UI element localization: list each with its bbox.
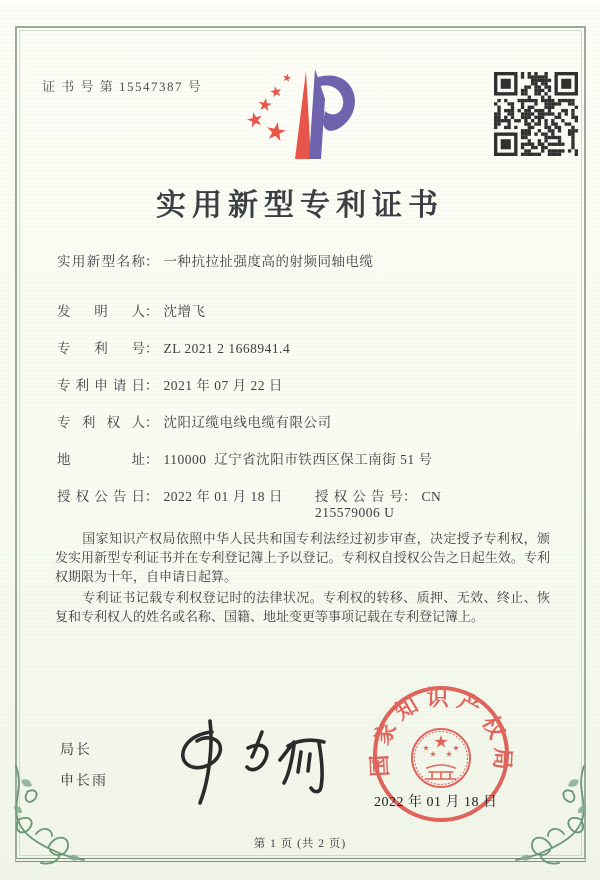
field-label: 实用新型名称: [57, 254, 145, 269]
director-signature-icon: [150, 708, 330, 818]
field-inventor: [57, 300, 206, 320]
director-title: 局长: [60, 743, 92, 758]
legal-text: [55, 529, 550, 628]
certificate-number: 证 书 号 第 15547387 号: [42, 79, 203, 94]
seal-date: 2022 年 01 月 18 日: [374, 795, 498, 810]
colon: ：: [145, 341, 159, 356]
field-value: 一种抗拉扯强度高的射频同轴电缆: [163, 254, 374, 269]
seal-text: 国家知识产权局: [366, 685, 516, 778]
field-value: 110000 辽宁省沈阳市铁西区保工南街 51 号: [163, 452, 433, 467]
field-patentee: [57, 411, 332, 431]
field-label: 专利权人: [57, 415, 145, 430]
field-utility-model-name: [57, 250, 374, 270]
field-filing-date: [57, 374, 283, 394]
field-label: 专利申请日: [57, 378, 145, 393]
field-label: 授权公告号: [315, 489, 403, 504]
colon: ：: [145, 415, 159, 430]
director-name: 申长雨: [60, 774, 108, 789]
colon: ：: [145, 378, 159, 393]
colon: ：: [145, 452, 159, 467]
certificate-title: 实用新型专利证书: [156, 189, 444, 222]
field-label: 授权公告日: [57, 489, 145, 504]
field-label: 地址: [57, 452, 145, 467]
cnipa-logo-icon: [243, 64, 358, 166]
field-value: ZL 2021 2 1668941.4: [163, 341, 291, 356]
field-value: CN 215579006 U: [315, 489, 446, 520]
scan-edge: [0, 0, 600, 3]
colon: ：: [145, 304, 159, 319]
page-number: 第 1 页 (共 2 页): [253, 838, 347, 850]
colon: ：: [145, 489, 159, 504]
floral-corner-ornament-icon: [514, 762, 592, 866]
legal-paragraph: 国家知识产权局依照中华人民共和国专利法经过初步审查，决定授予专利权，颁发实用新型专利证书并在专利登记簿上予以登记。专利权自授权公告之日起生效。专利权期限为十年，自申请日起算。: [55, 531, 550, 584]
field-grant-date: [57, 485, 446, 520]
floral-corner-ornament-icon: [8, 762, 86, 866]
field-label: 发明人: [57, 304, 145, 319]
colon: ：: [403, 489, 417, 504]
field-label: 专利号: [57, 341, 145, 356]
field-value: 2021 年 07 月 22 日: [163, 378, 283, 393]
field-grant-publication-number: [315, 485, 446, 521]
qr-code: [494, 72, 578, 156]
field-value: 沈阳辽缆电线电缆有限公司: [163, 415, 332, 430]
colon: ：: [145, 254, 159, 269]
field-patent-number: [57, 337, 290, 357]
field-address: [57, 448, 433, 468]
field-value: 沈增飞: [163, 304, 206, 319]
legal-paragraph: 专利证书记载专利权登记时的法律状况。专利权的转移、质押、无效、终止、恢复和专利权人的姓名或名称、国籍、地址变更等事项记载在专利登记簿上。: [55, 590, 550, 624]
field-value: 2022 年 01 月 18 日: [163, 489, 283, 504]
